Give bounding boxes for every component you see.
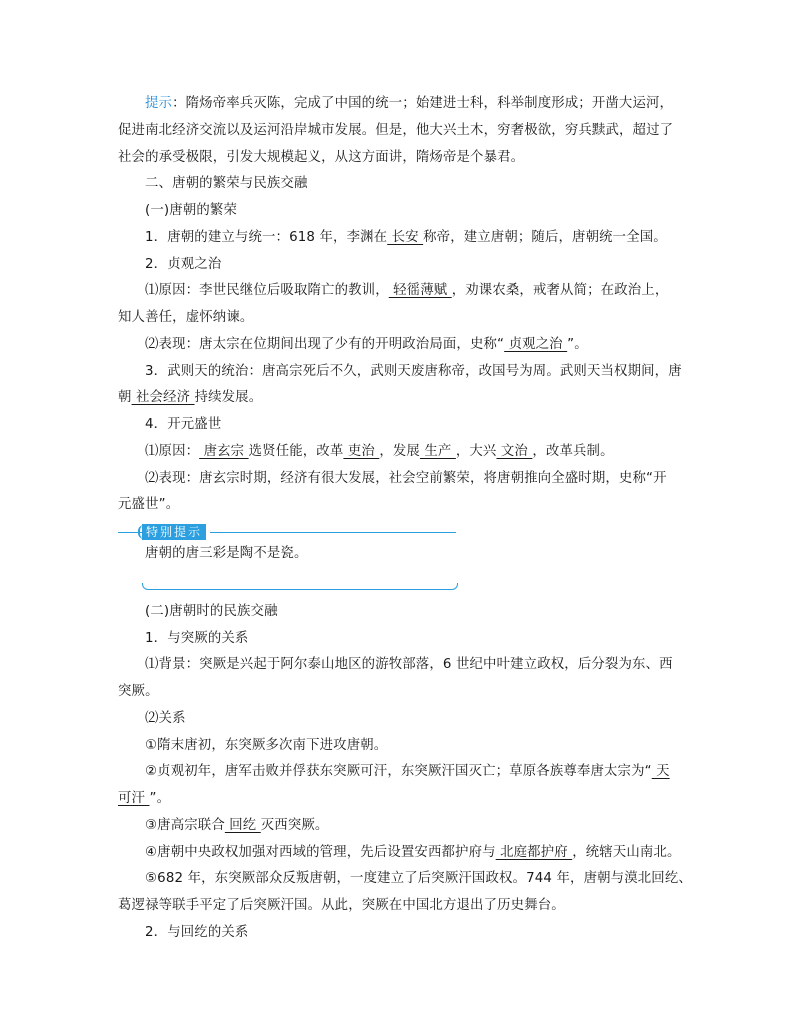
paragraph-cont: 知人善任，虚怀纳谏。 [118,310,254,325]
answer-blank: 可汗 [118,791,150,806]
paragraph: 3．武则天的统治：唐高宗死后不久，武则天废唐称帝，改国号为周。武则天当权期间，唐 [145,364,682,379]
tip-line-3: 社会的承受极限，引发大规模起义，从这方面讲，隋炀帝是个暴君。 [118,150,525,165]
answer-blank: 社会经济 [131,390,195,405]
subsection-title: (二)唐朝时的民族交融 [145,604,278,619]
answer-blank: 文治 [496,444,533,459]
list-item-cont: 葛逻禄等联手平定了后突厥汗国。从此，突厥在中国北方退出了历史舞台。 [118,898,565,913]
answer-blank: 长安 [387,230,424,245]
list-item: ④唐朝中央政权加强对西域的管理，先后设置安西都护府与 北庭都护府 ，统辖天山南北。 [145,845,681,860]
section-title: 二、唐朝的繁荣与民族交融 [145,176,308,191]
answer-blank: 轻徭薄赋 [388,283,452,298]
answer-blank: 回纥 [224,818,261,833]
list-item: ⑤682 年，东突厥部众反叛唐朝，一度建立了后突厥汗国政权。744 年，唐朝与漠北回纥、 [145,871,692,886]
list-item: ③唐高宗联合 回纥 灭西突厥。 [145,818,329,833]
paragraph: ⑵表现：唐玄宗时期，经济有很大发展，社会空前繁荣，将唐朝推向全盛时期，史称“开 [145,471,667,486]
list-item: ①隋末唐初，东突厥多次南下进攻唐朝。 [145,738,388,753]
special-tip-frame [142,583,458,590]
answer-blank: 唐玄宗 [199,444,249,459]
tip-line-2: 促进南北经济交流以及运河沿岸城市发展。但是，他大兴土木，穷奢极欲，穷兵黩武，超过了 [118,123,674,138]
answer-blank: 北庭都护府 [495,845,573,860]
paragraph: 1．唐朝的建立与统一：618 年，李渊在 长安 称帝，建立唐朝；随后，唐朝统一全国。 [145,230,667,245]
special-tip-header [118,524,456,538]
paragraph: ⑴背景：突厥是兴起于阿尔泰山地区的游牧部落，6 世纪中叶建立政权，后分裂为东、西 [145,657,673,672]
paragraph: ⑵表现：唐太宗在位期间出现了少有的开明政治局面，史称“ 贞观之治 ”。 [145,337,588,352]
special-tip-text: 唐朝的唐三彩是陶不是瓷。 [145,546,308,561]
answer-blank: 吏治 [343,444,380,459]
special-tip-badge: 特别提示 [142,524,206,540]
paragraph-cont: 突厥。 [118,684,159,699]
list-item-cont: 可汗 ”。 [118,791,171,806]
heading: 4．开元盛世 [145,417,222,432]
paragraph: ⑴原因：李世民继位后吸取隋亡的教训， 轻徭薄赋 ，劝课农桑，戒奢从简；在政治上， [145,283,669,298]
heading: 1．与突厥的关系 [145,631,249,646]
subsection-title: (一)唐朝的繁荣 [145,203,237,218]
heading: ⑵关系 [145,711,186,726]
paragraph: ⑴原因： 唐玄宗 选贤任能，改革 吏治 ，发展 生产 ，大兴 文治 ，改革兵制。 [145,444,614,459]
tip-label: 提示 [145,96,173,111]
paragraph-cont: 元盛世”。 [118,497,180,512]
paragraph-cont: 朝 社会经济 持续发展。 [118,390,263,405]
tip-line-1: 提示：隋炀帝率兵灭陈，完成了中国的统一；始建进士科，科举制度形成；开凿大运河， [145,96,674,111]
answer-blank: 生产 [419,444,456,459]
list-item: ②贞观初年，唐军击败并俘获东突厥可汗，东突厥汗国灭亡；草原各族尊奉唐太宗为“ 天 [145,764,670,779]
answer-blank: 天 [651,764,670,779]
answer-blank: 贞观之治 [504,337,568,352]
heading: 2．与回纥的关系 [145,925,249,940]
heading: 2．贞观之治 [145,257,222,272]
divider [210,532,456,533]
